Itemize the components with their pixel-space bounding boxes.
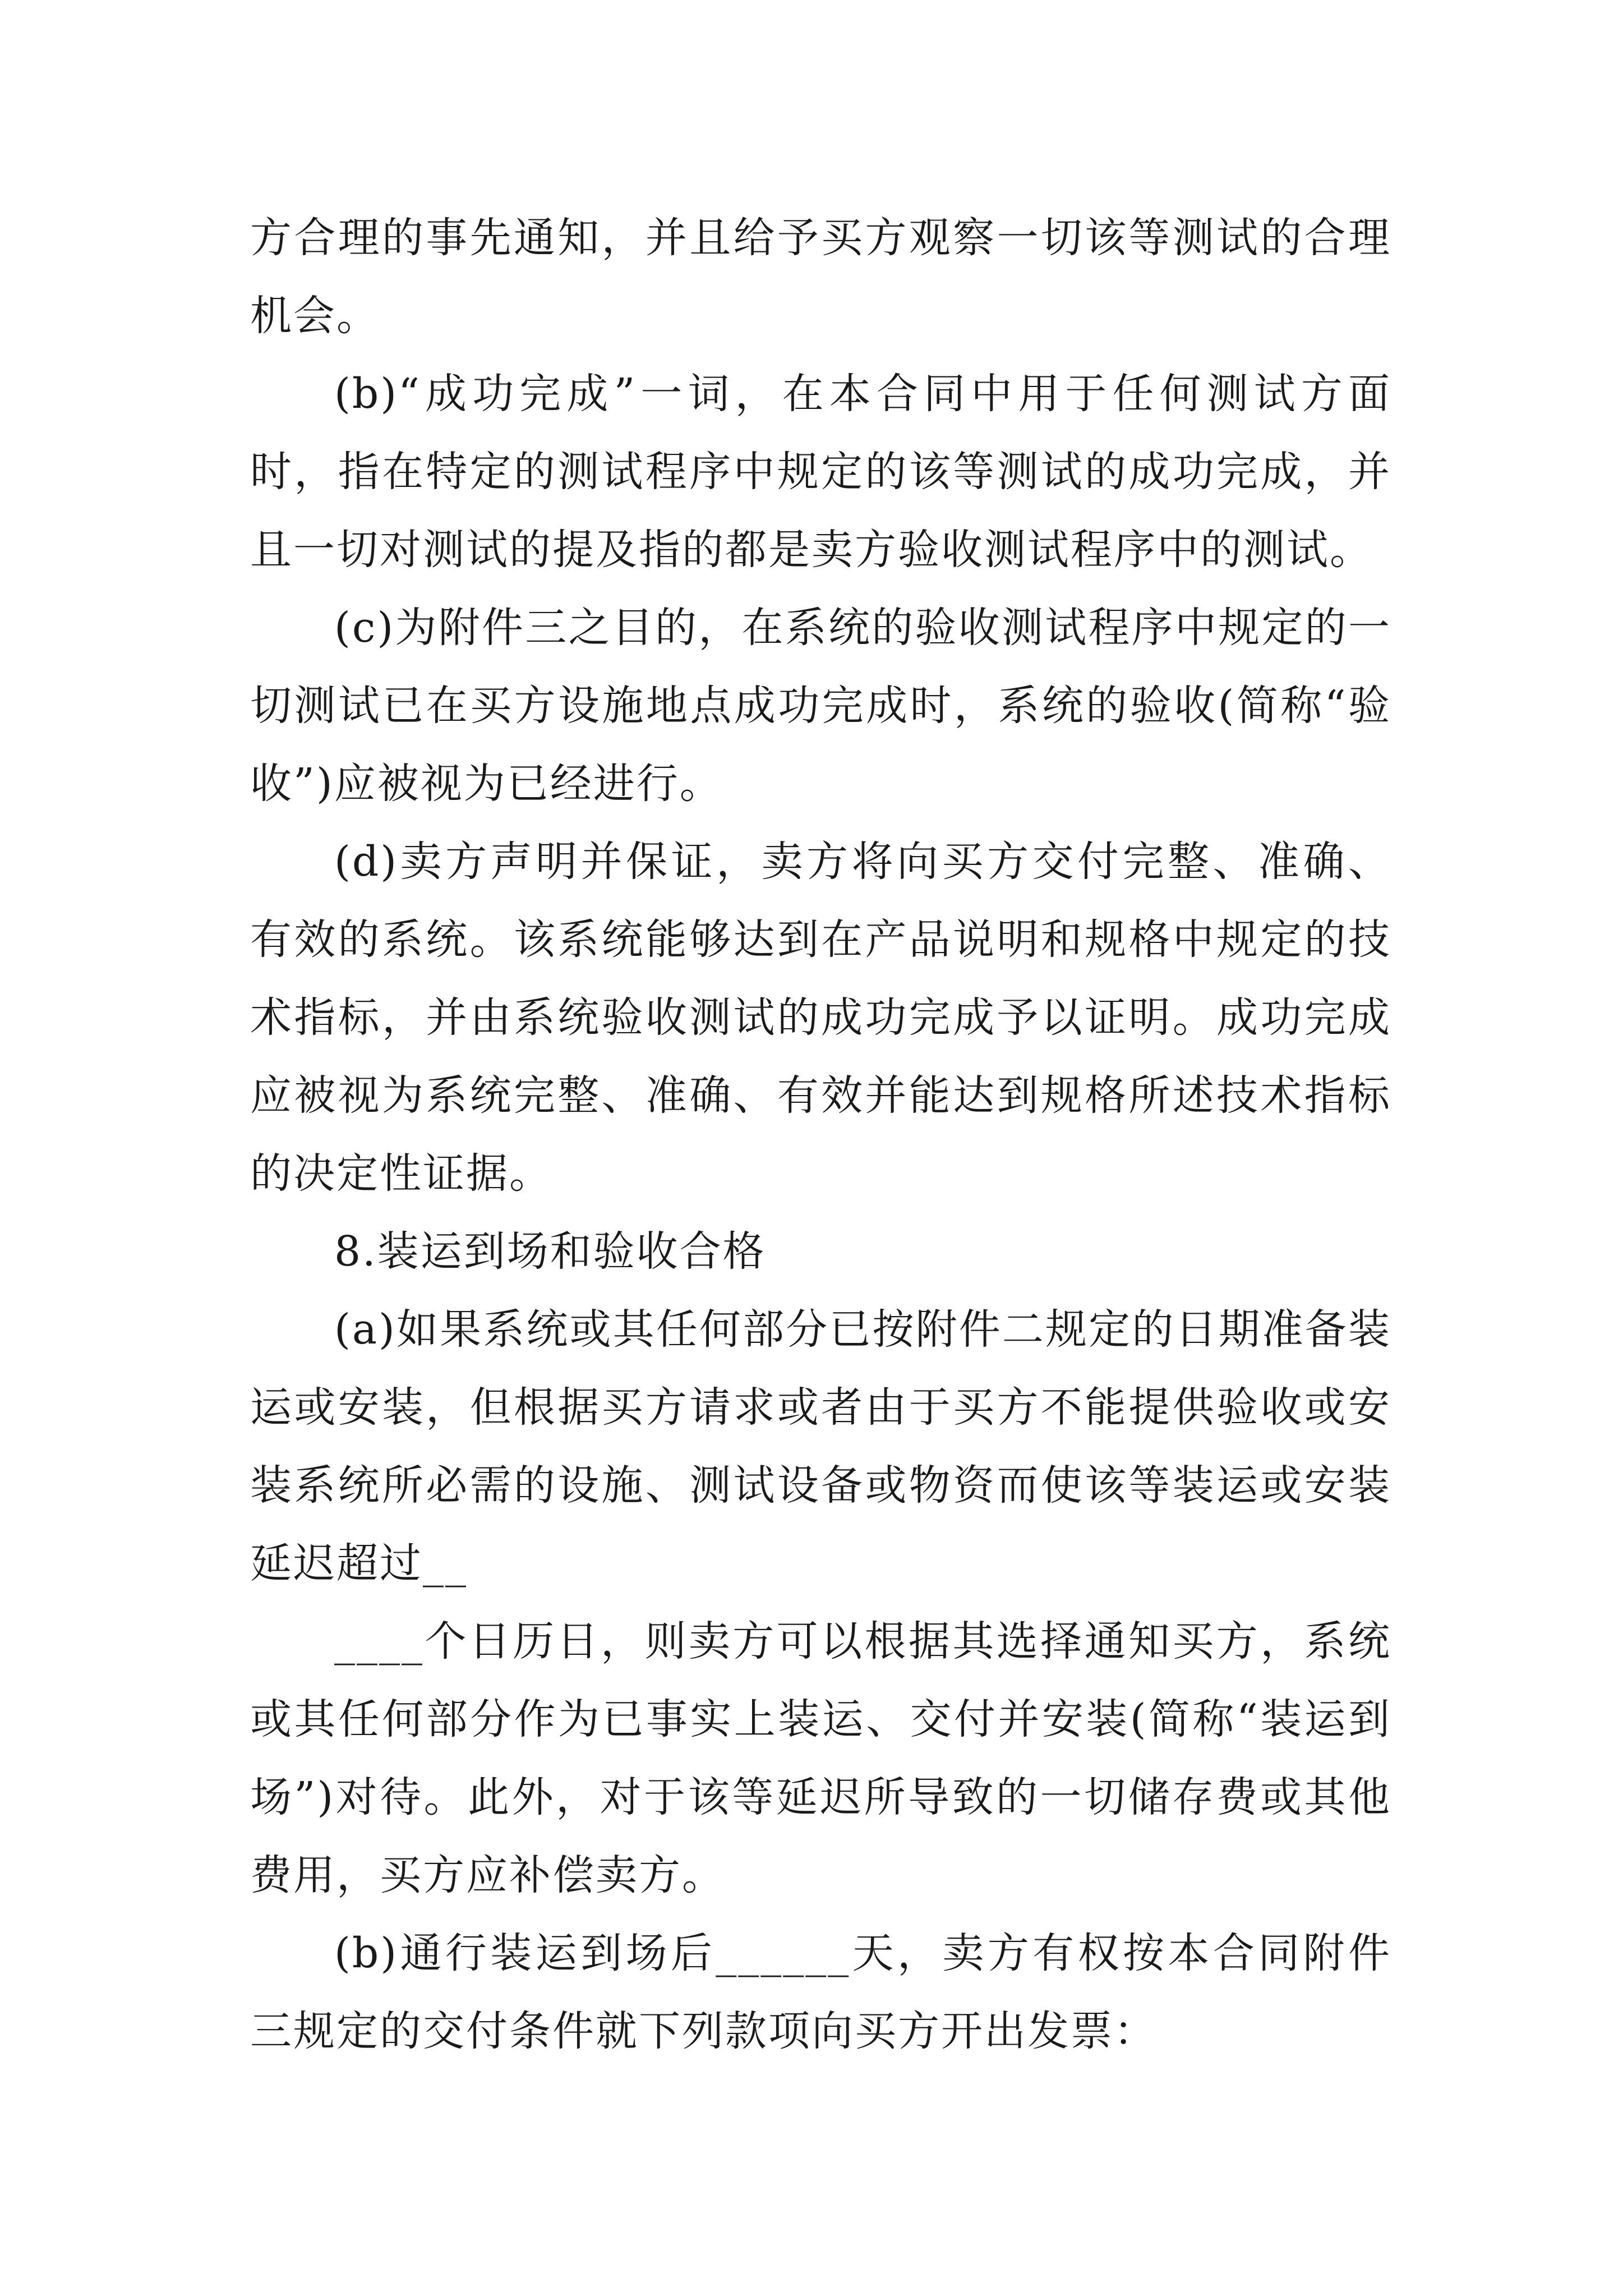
paragraph-calendar-days: ____个日历日，则卖方可以根据其选择通知买方，系统或其任何部分作为已事实上装运、交付并安装(简称“装运到场”)对待。此外，对于该等延迟所导致的一切储存费或其他费用，买方应补偿卖方。 xyxy=(250,1617,1391,1899)
paragraph-clause-c-acceptance: (c)为附件三之目的，在系统的验收测试程序中规定的一切测试已在买方设施地点成功完成时，系统的验收(简称“验收”)应被视为已经进行。 xyxy=(250,604,1391,808)
section-heading-8: 8.装运到场和验收合格 xyxy=(334,1227,766,1276)
paragraph-continuation: 方合理的事先通知，并且给予买方观察一切该等测试的合理机会。 xyxy=(250,214,1391,340)
paragraph-clause-b-invoice: (b)通行装运到场后______天，卖方有权按本合同附件三规定的交付条件就下列款项向买方开出发票： xyxy=(250,1929,1391,2055)
document-body xyxy=(250,199,1391,2070)
paragraph-clause-a-delay: (a)如果系统或其任何部分已按附件二规定的日期准备装运或安装，但根据买方请求或者由于买方不能提供验收或安装系统所必需的设施、测试设备或物资而使该等装运或安装延迟超过__ xyxy=(250,1305,1391,1588)
paragraph-clause-b-success: (b)“成功完成”一词，在本合同中用于任何测试方面时，指在特定的测试程序中规定的该等测试的成功完成，并且一切对测试的提及指的都是卖方验收测试程序中的测试。 xyxy=(250,370,1391,574)
paragraph-clause-d-warranty: (d)卖方声明并保证，卖方将向买方交付完整、准确、有效的系统。该系统能够达到在产品说明和规格中规定的技术指标，并由系统验收测试的成功完成予以证明。成功完成应被视为系统完整、准确、有效并能达到规格所述技术指标的决定性证据。 xyxy=(250,838,1391,1198)
